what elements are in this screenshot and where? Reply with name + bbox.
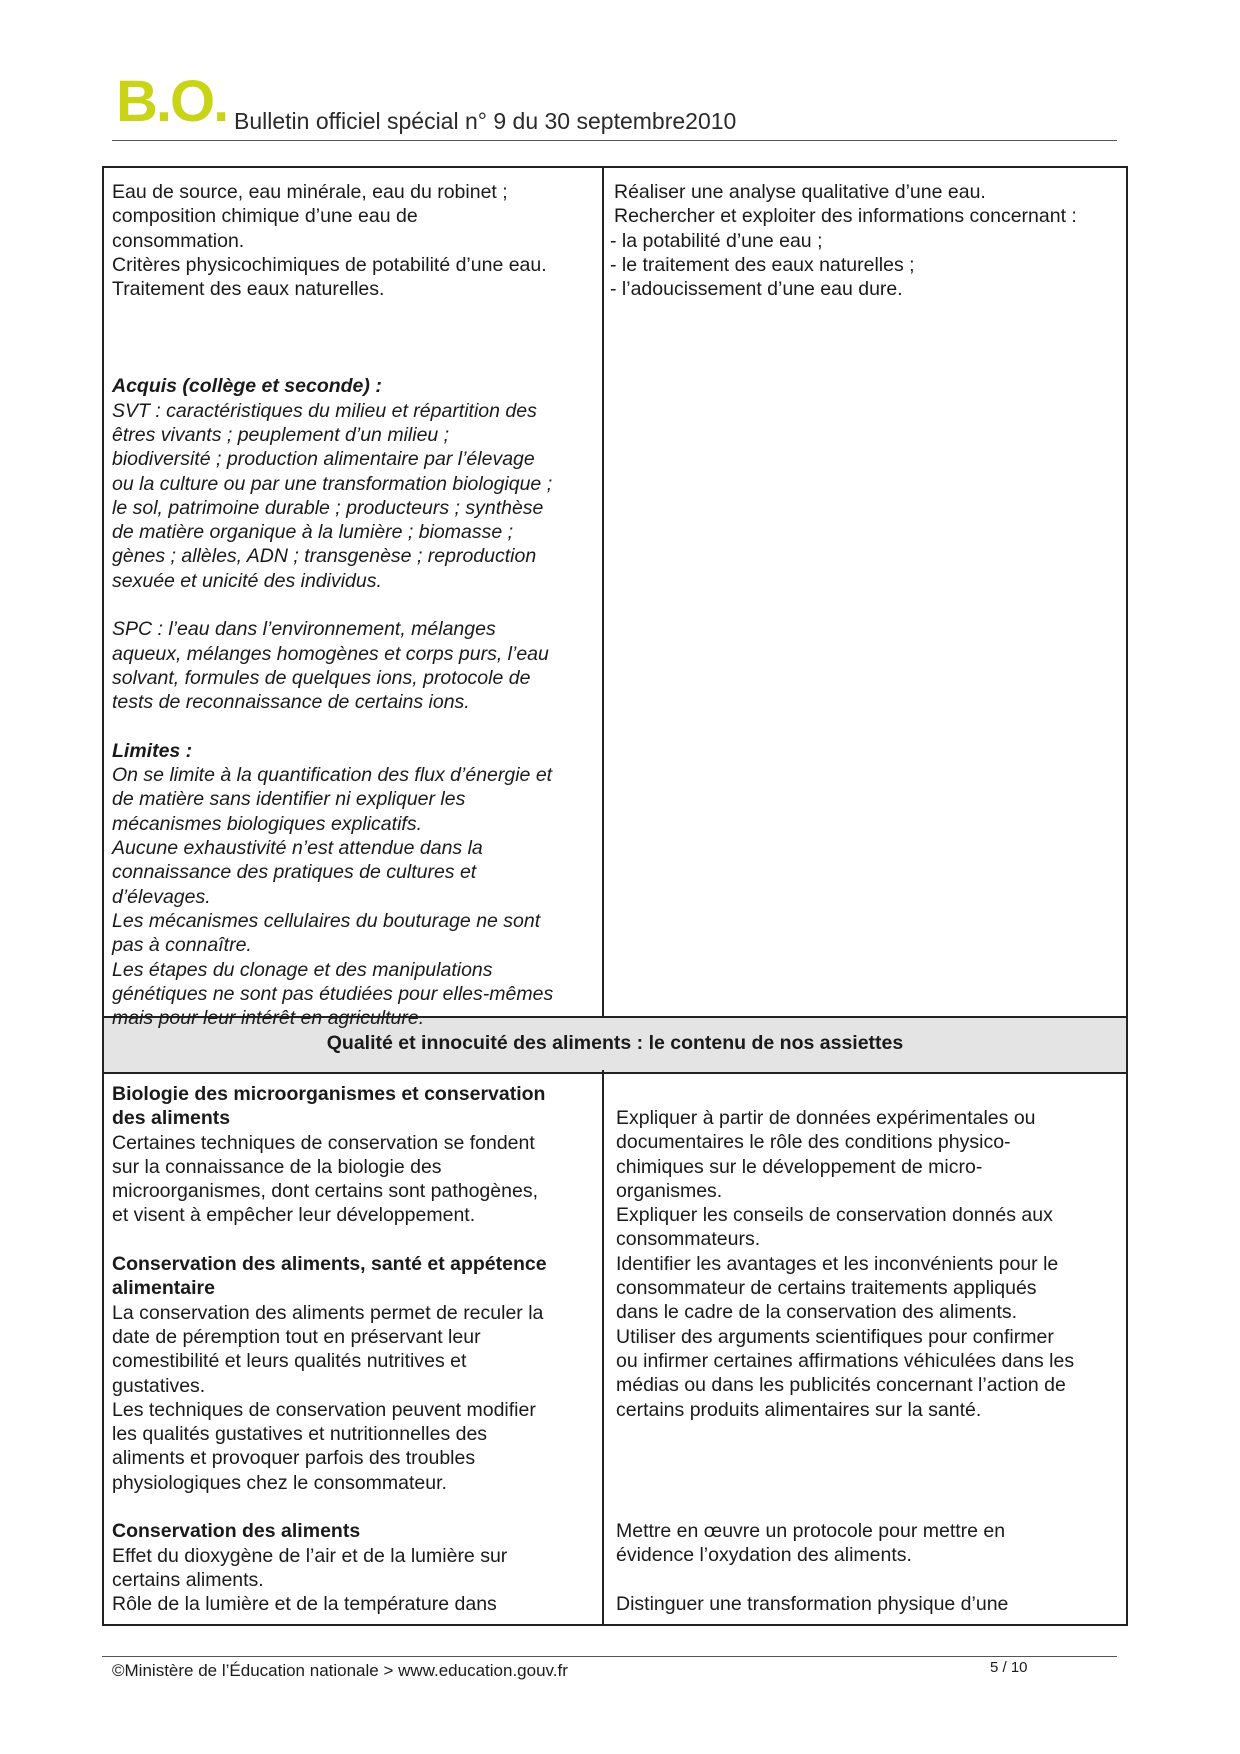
text-line: médias ou dans les publicités concernant l’action de xyxy=(616,1374,1066,1397)
water-skills-cell xyxy=(610,180,1125,301)
subheading: alimentaire xyxy=(112,1277,215,1300)
text-line: Critères physicochimiques de potabilité d’une eau. xyxy=(112,253,547,276)
text-line: Rechercher et exploiter des informations concernant : xyxy=(614,205,1077,228)
text-line: physiologiques chez le consommateur. xyxy=(112,1471,447,1494)
limites-line: d’élevages. xyxy=(112,885,211,908)
page-number: 5 / 10 xyxy=(990,1659,1028,1676)
text-line: dans le cadre de la conservation des aliments. xyxy=(616,1301,1018,1324)
text-line: consommateur de certains traitements appliqués xyxy=(616,1277,1037,1300)
spc-line: tests de reconnaissance de certains ions. xyxy=(112,691,470,714)
text-line: - la potabilité d’une eau ; xyxy=(610,229,823,252)
subheading: des aliments xyxy=(112,1107,231,1130)
text-line: organismes. xyxy=(616,1179,723,1202)
limites-line: mécanismes biologiques explicatifs. xyxy=(112,812,422,835)
limites-line: Aucune exhaustivité n’est attendue dans la xyxy=(112,837,483,860)
limites-line: génétiques ne sont pas étudiées pour elles-mêmes xyxy=(112,982,554,1005)
food-content-cell xyxy=(112,1082,598,1617)
text-line: chimiques sur le développement de micro- xyxy=(616,1155,983,1178)
svt-line: de matière organique à la lumière ; biomasse ; xyxy=(112,521,514,544)
text-line: gustatives. xyxy=(112,1374,206,1397)
limites-line: Les étapes du clonage et des manipulations xyxy=(112,958,493,981)
text-line: sur la connaissance de la biologie des xyxy=(112,1155,442,1178)
limites-line: Les mécanismes cellulaires du bouturage ne sont xyxy=(112,909,541,932)
text-line: certains aliments. xyxy=(112,1568,264,1591)
limites-line: On se limite à la quantification des flux d’énergie et xyxy=(112,764,553,787)
text-line: Mettre en œuvre un protocole pour mettre en xyxy=(616,1520,1006,1543)
svt-line: SVT : caractéristiques du milieu et répartition des xyxy=(112,399,537,422)
spc-line: solvant, formules de quelques ions, protocole de xyxy=(112,666,531,689)
water-content-cell xyxy=(112,180,598,1030)
text-line: Traitement des eaux naturelles. xyxy=(112,278,385,301)
bulletin-title: Bulletin officiel spécial n° 9 du 30 septembre2010 xyxy=(234,108,737,134)
subheading: Conservation des aliments xyxy=(112,1520,361,1543)
section-title: Qualité et innocuité des aliments : le contenu de nos assiettes xyxy=(326,1032,904,1054)
subheading: Conservation des aliments, santé et appétence xyxy=(112,1253,547,1276)
text-line: évidence l’oxydation des aliments. xyxy=(616,1544,912,1567)
column-divider-top xyxy=(602,168,604,1016)
limites-line: de matière sans identifier ni expliquer les xyxy=(112,788,466,811)
text-line: Utiliser des arguments scientifiques pour confirmer xyxy=(616,1325,1054,1348)
text-line: microorganismes, dont certains sont pathogènes, xyxy=(112,1180,538,1203)
svt-line: le sol, patrimoine durable ; producteurs ; synthèse xyxy=(112,496,544,519)
text-line: Expliquer les conseils de conservation donnés aux xyxy=(616,1204,1053,1227)
text-line: Certaines techniques de conservation se fondent xyxy=(112,1131,535,1154)
text-line: certains produits alimentaires sur la santé. xyxy=(616,1398,982,1421)
limites-line: mais pour leur intérêt en agriculture. xyxy=(112,1007,425,1030)
page-footer xyxy=(102,1656,1117,1680)
bo-logo: B.O. xyxy=(116,69,228,134)
svt-line: ou la culture ou par une transformation biologique ; xyxy=(112,472,553,495)
text-line: - l’adoucissement d’une eau dure. xyxy=(610,278,903,301)
acquis-heading: Acquis (collège et seconde) : xyxy=(112,375,382,398)
svt-line: gènes ; allèles, ADN ; transgenèse ; reproduction xyxy=(112,545,537,568)
text-line: Rôle de la lumière et de la température dans xyxy=(112,1593,497,1616)
text-line: La conservation des aliments permet de reculer la xyxy=(112,1301,544,1324)
text-line: Les techniques de conservation peuvent modifier xyxy=(112,1398,536,1421)
text-line: Eau de source, eau minérale, eau du robinet ; xyxy=(112,181,508,203)
limites-heading: Limites : xyxy=(112,739,193,762)
copyright-text: ©Ministère de l’Éducation nationale > www.education.gouv.fr xyxy=(112,1661,568,1680)
content-table xyxy=(102,166,1128,1626)
text-line: aliments et provoquer parfois des troubles xyxy=(112,1447,476,1470)
spc-line: SPC : l’eau dans l’environnement, mélanges xyxy=(112,618,496,641)
text-line: Expliquer à partir de données expérimentales ou xyxy=(616,1107,1036,1129)
limites-line: pas à connaître. xyxy=(112,934,252,957)
spc-line: aqueux, mélanges homogènes et corps purs, l’eau xyxy=(112,642,549,665)
text-line: comestibilité et leurs qualités nutritives et xyxy=(112,1350,467,1373)
text-line: les qualités gustatives et nutritionnelles des xyxy=(112,1423,488,1446)
text-line: consommation. xyxy=(112,229,245,252)
food-skills-cell xyxy=(616,1106,1126,1616)
limites-line: connaissance des pratiques de cultures et xyxy=(112,861,477,884)
text-line: composition chimique d’une eau de xyxy=(112,205,418,228)
text-line: date de péremption tout en préservant leur xyxy=(112,1325,481,1348)
text-line: Identifier les avantages et les inconvénients pour le xyxy=(616,1252,1059,1275)
text-line: Effet du dioxygène de l’air et de la lumière sur xyxy=(112,1544,508,1567)
text-line: documentaires le rôle des conditions physico- xyxy=(616,1131,1011,1154)
page-header xyxy=(112,68,1117,141)
text-line: Distinguer une transformation physique d’une xyxy=(616,1592,1009,1615)
svt-line: sexuée et unicité des individus. xyxy=(112,569,382,592)
subheading: Biologie des microorganismes et conservation xyxy=(112,1083,546,1105)
text-line: consommateurs. xyxy=(616,1228,761,1251)
text-line: - le traitement des eaux naturelles ; xyxy=(610,253,915,276)
text-line: et visent à empêcher leur développement. xyxy=(112,1204,476,1227)
svt-line: biodiversité ; production alimentaire par l’élevage xyxy=(112,448,535,471)
text-line: ou infirmer certaines affirmations véhiculées dans les xyxy=(616,1349,1075,1372)
text-line: Réaliser une analyse qualitative d’une eau. xyxy=(614,181,986,203)
svt-line: êtres vivants ; peuplement d’un milieu ; xyxy=(112,423,450,446)
column-divider-bottom xyxy=(602,1070,604,1624)
